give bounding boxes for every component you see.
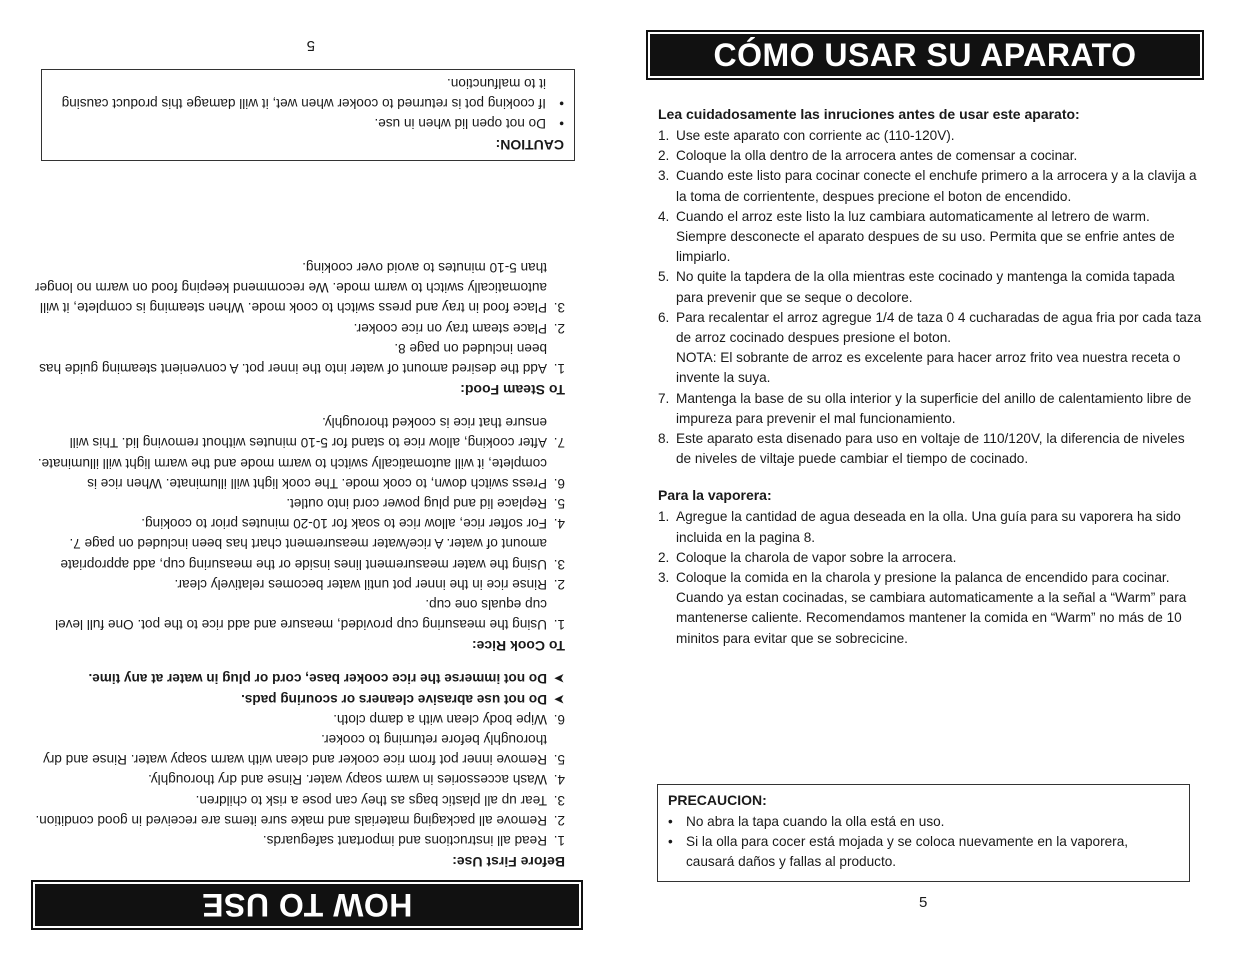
list-item-number: 2. bbox=[553, 812, 565, 828]
list-item-text: Este aparato esta disenado para uso en voltaje de 110/120V, la diferencia de niveles de niveles de viltaje puede cambiar el tiempo de cocinado. bbox=[676, 431, 1185, 467]
list-item bbox=[658, 429, 1203, 469]
list-item bbox=[35, 412, 565, 452]
list-item bbox=[658, 267, 1203, 307]
list-item-text: Place steam tray on rice cooker. bbox=[353, 320, 547, 336]
left-page-number: 5 bbox=[306, 37, 315, 54]
list-item-number: 2. bbox=[553, 576, 565, 592]
list-item bbox=[35, 594, 565, 634]
list-item-text: Wipe body clean with a damp cloth. bbox=[333, 711, 547, 727]
list-item-text: Mantenga la base de su olla interior y la superficie del anillo de calentamiento libre de impureza para prevenir el mal funcionamiento. bbox=[676, 390, 1192, 426]
como-usar-banner bbox=[646, 30, 1204, 80]
list-item bbox=[35, 709, 565, 729]
caution-heading: CAUTION: bbox=[495, 137, 564, 153]
list-item bbox=[35, 830, 565, 850]
intro-list bbox=[658, 126, 1203, 348]
list-item-number: 1. bbox=[553, 617, 565, 633]
list-item-text: Add the desired amount of water into the inner pot. A convenient steaming guide has been included on page 8. bbox=[39, 340, 547, 376]
leftover-rice-note: NOTA: El sobrante de arroz es excelente para hacer arroz frito vea nuestra receta o invente la suya. bbox=[676, 350, 1181, 386]
list-item-number: 2. bbox=[658, 148, 670, 164]
caution-list bbox=[52, 72, 564, 133]
intro-heading: Lea cuidadosamente las inruciones antes de usar este aparato: bbox=[658, 106, 1080, 122]
list-item-number: 1. bbox=[658, 128, 670, 143]
left-page bbox=[0, 0, 617, 954]
list-item-text: Remove all packaging materials and make sure items are received in good condition. bbox=[35, 812, 547, 828]
list-item-number: 8. bbox=[658, 431, 670, 447]
list-item bbox=[658, 389, 1203, 429]
list-item bbox=[35, 493, 565, 513]
cook-rice-heading: To Cook Rice: bbox=[471, 638, 565, 655]
before-first-use-list bbox=[35, 668, 565, 850]
list-item-text: Para recalentar el arroz agregue 1/4 de taza 0 4 cucharadas de agua fria por cada taza de arroz cocinado despues presione el boton. bbox=[676, 309, 1202, 346]
list-item-number: 3. bbox=[553, 792, 565, 808]
bullet-item bbox=[52, 113, 564, 133]
list-item-number: 1. bbox=[553, 360, 565, 376]
how-to-use-title: HOW TO USE bbox=[35, 884, 579, 926]
list-item bbox=[35, 789, 565, 809]
precaucion-heading: PRECAUCION: bbox=[668, 792, 767, 808]
bullet-icon: • bbox=[559, 95, 564, 111]
precaucion-list bbox=[668, 812, 1179, 873]
bullet-icon: • bbox=[559, 116, 564, 131]
how-to-use-banner bbox=[31, 880, 583, 930]
right-content bbox=[658, 106, 1203, 649]
list-item bbox=[35, 810, 565, 830]
list-item bbox=[35, 452, 565, 492]
list-item-text: Wash accessories in warm soapy water. Rinse and dry thoroughly. bbox=[148, 772, 547, 788]
list-item-number: 2. bbox=[553, 320, 565, 336]
list-item bbox=[658, 507, 1203, 547]
list-item-number: 4. bbox=[658, 208, 670, 224]
list-item-number: 4. bbox=[553, 516, 565, 532]
bullet-icon: • bbox=[668, 814, 673, 829]
list-item bbox=[35, 769, 565, 789]
intro-list-continued bbox=[658, 389, 1203, 470]
list-item bbox=[35, 533, 565, 573]
list-item bbox=[35, 317, 565, 337]
bullet-text: No abra la tapa cuando la olla está en uso. bbox=[686, 814, 945, 829]
list-item-text: Using the measuring cup provided, measure and add rice to the pot. One full level cup equals one cup. bbox=[55, 596, 547, 633]
list-item bbox=[35, 257, 565, 318]
bullet-icon: • bbox=[668, 834, 673, 850]
list-item-text: Coloque la charola de vapor sobre la arrocera. bbox=[676, 549, 957, 565]
list-item-text: Coloque la comida en la charola y presione la palanca de encendido para cocinar. Cuando ya estan cocinadas, se cambiara automaticamente a la señal a “Warm” para mantenerse caliente. Recomendamos mantener la comida en “Warm” no más de 10 minitos para evitar que se sobrecicine. bbox=[676, 570, 1187, 646]
list-item-number: 5. bbox=[553, 752, 565, 768]
list-item-number: 3. bbox=[553, 300, 565, 316]
right-page bbox=[618, 0, 1235, 954]
list-item-number: ➤ bbox=[553, 691, 565, 707]
list-item-text: Place food in tray and press switch to cook mode. When steaming is complete, it will automatically switch to warm mode. We recommend keeping food on warm no longer than 5-10 minutes to avoid over cooking. bbox=[34, 259, 547, 316]
list-item-text: Use este aparato con corriente ac (110-120V). bbox=[676, 128, 955, 143]
steam-food-list bbox=[35, 257, 565, 378]
list-item bbox=[658, 146, 1203, 166]
list-item-number: 3. bbox=[553, 556, 565, 572]
list-item-text: Tear up all plastic bags as they can pose a risk to children. bbox=[195, 792, 547, 808]
list-item bbox=[658, 308, 1203, 348]
list-item-text: Replace lid and plug power cord into outlet. bbox=[286, 495, 547, 511]
list-item-number: 6. bbox=[553, 711, 565, 727]
bullet-item bbox=[668, 832, 1179, 872]
list-item bbox=[35, 729, 565, 769]
list-item-number: 4. bbox=[553, 772, 565, 788]
left-page-rotated-content bbox=[0, 0, 617, 954]
list-item-text: Using the water measurement lines inside or the measuring cup, add appropriate amount of water. A rice/water measurement chart has been included on page 7. bbox=[60, 536, 547, 572]
left-content bbox=[35, 257, 565, 870]
list-item-number: 6. bbox=[553, 475, 565, 491]
list-item-text: For softer rice, allow rice to soak for 10-20 minutes prior to cooking. bbox=[141, 516, 547, 532]
list-item-text: Remove inner pot from rice cooker and clean with warm soapy water. Rinse and dry thoroughly before returning to cooker. bbox=[43, 731, 547, 768]
list-item-number: 5. bbox=[553, 495, 565, 511]
list-item-text: Coloque la olla dentro de la arrocera antes de comensar a cocinar. bbox=[676, 148, 1078, 164]
list-item-number: 6. bbox=[658, 309, 670, 325]
precaucion-box bbox=[657, 784, 1190, 882]
bullet-text: Do not open lid when in use. bbox=[374, 116, 546, 131]
list-item-number: 1. bbox=[658, 509, 670, 525]
before-first-use-heading: Before First Use: bbox=[452, 854, 565, 870]
list-item bbox=[658, 166, 1203, 206]
list-item-text: Do not use abrasive cleaners or scouring pads. bbox=[241, 691, 547, 707]
list-item-number: 1. bbox=[553, 833, 565, 848]
list-item bbox=[35, 688, 565, 708]
list-item bbox=[658, 548, 1203, 568]
list-item bbox=[35, 513, 565, 533]
list-item-number: ➤ bbox=[553, 671, 565, 687]
list-item bbox=[658, 568, 1203, 649]
como-usar-title: CÓMO USAR SU APARATO bbox=[650, 34, 1200, 76]
list-item-number: 2. bbox=[658, 549, 670, 565]
list-item bbox=[658, 207, 1203, 268]
list-item-number: 5. bbox=[658, 269, 670, 285]
list-item-number: 7. bbox=[658, 390, 670, 406]
bullet-item bbox=[52, 72, 564, 112]
list-item bbox=[35, 338, 565, 378]
right-page-number: 5 bbox=[919, 894, 928, 911]
vaporera-list bbox=[658, 507, 1203, 648]
list-item-text: Rinse rice in the inner pot until water becomes relatively clear. bbox=[174, 576, 547, 592]
list-item-number: 7. bbox=[553, 435, 565, 451]
bullet-text: If cooking pot is returned to cooker when wet, it will damage this product causing it to malfunction. bbox=[61, 75, 546, 111]
cook-rice-list bbox=[35, 412, 565, 634]
list-item-text: No quite la tapdera de la olla mientras este cocinado y mantenga la comida tapada para prevenir que se seque o decolore. bbox=[676, 269, 1175, 305]
list-item-text: Read all instructions and important safeguards. bbox=[262, 833, 547, 848]
bullet-item bbox=[668, 812, 1179, 832]
list-item bbox=[658, 126, 1203, 146]
steam-food-heading: To Steam Food: bbox=[460, 381, 565, 398]
list-item-text: Press switch down, to cook mode. The cook light will illuminate. When rice is complete, it will automatically switch to warm mode and the warm light will illuminate. bbox=[37, 455, 547, 491]
list-item-text: Agregue la cantidad de agua deseada en la olla. Una guía para su vaporera ha sido incluida en la pagina 8. bbox=[676, 509, 1181, 545]
list-item-text: Cuando este listo para cocinar conecte el enchufe primero a la arrocera y a la clavija a la toma de corrientente, despues precione el boton de encendido. bbox=[676, 168, 1197, 204]
list-item bbox=[35, 668, 565, 688]
list-item-text: Do not immerse the rice cooker base, cord or plug in water at any time. bbox=[88, 671, 547, 687]
bullet-text: Si la olla para cocer está mojada y se coloca nuevamente en la vaporera, causará daños y fallas al producto. bbox=[686, 834, 1129, 870]
list-item-number: 3. bbox=[658, 570, 670, 586]
caution-box bbox=[41, 69, 575, 161]
list-item-text: Cuando el arroz este listo la luz cambiara automaticamente al letrero de warm. Siempre desconecte el aparato despues de su uso. Permita que se enfrie antes de limpiarlo. bbox=[676, 208, 1175, 265]
list-item-number: 3. bbox=[658, 168, 670, 184]
list-item bbox=[35, 574, 565, 594]
vaporera-heading: Para la vaporera: bbox=[658, 487, 772, 504]
list-item-text: After cooking, allow rice to stand for 5-10 minutes without removing lid. This will ensure that rice is cooked thoroughly. bbox=[69, 415, 547, 451]
